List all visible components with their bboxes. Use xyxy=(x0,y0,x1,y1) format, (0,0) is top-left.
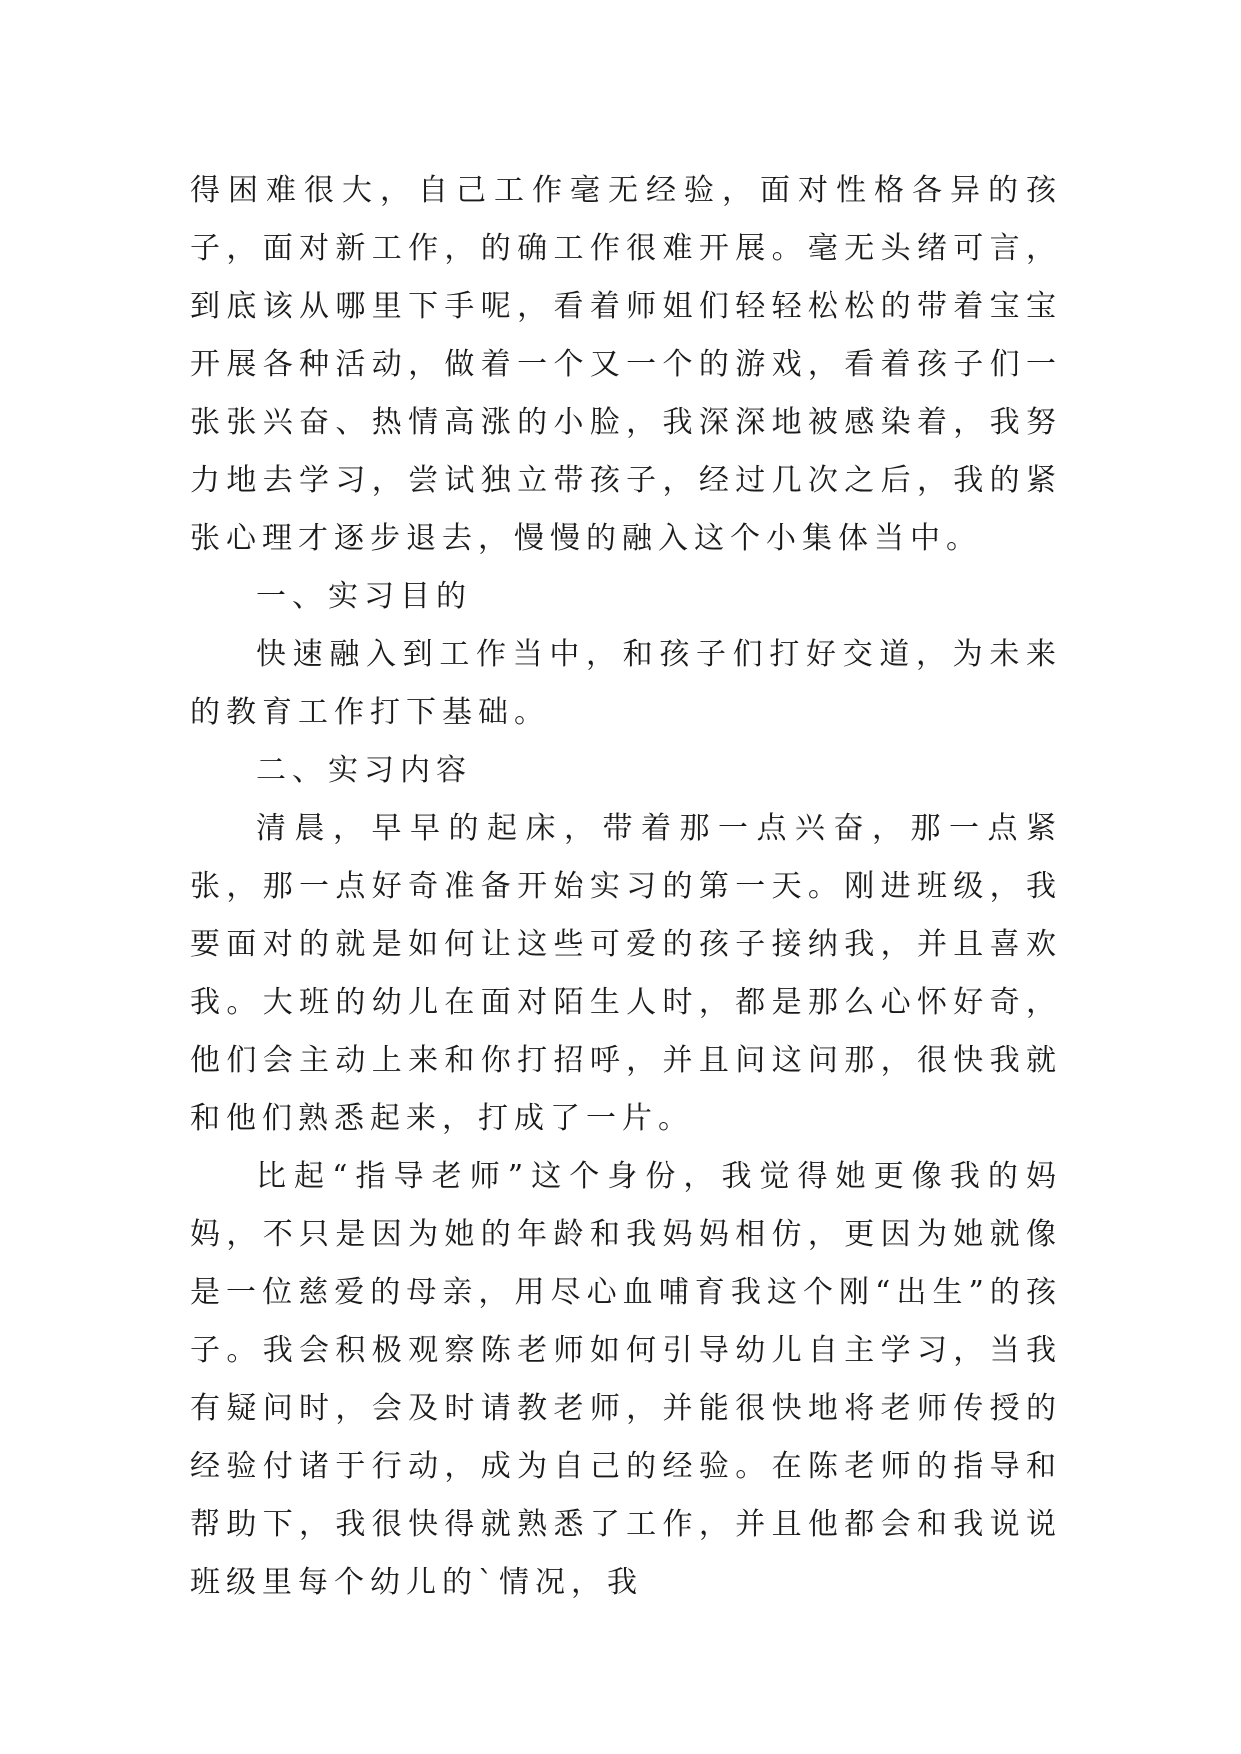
document-body xyxy=(190,162,1062,1612)
paragraph-purpose: 快速融入到工作当中，和孩子们打好交道，为未来的教育工作打下基础。 xyxy=(190,637,1062,730)
paragraph-intro: 得困难很大，自己工作毫无经验，面对性格各异的孩子，面对新工作，的确工作很难开展。毫无头绪可言，到底该从哪里下手呢，看着师姐们轻轻松松的带着宝宝开展各种活动，做着一个又一个的游戏，看着孩子们一张张兴奋、热情高涨的小脸，我深深地被感染着，我努力地去学习，尝试独立带孩子，经过几次之后，我的紧张心理才逐步退去，慢慢的融入这个小集体当中。 xyxy=(190,173,1062,556)
section-heading-content: 二、实习内容 xyxy=(256,753,472,788)
paragraph-first-day: 清晨，早早的起床，带着那一点兴奋，那一点紧张，那一点好奇准备开始实习的第一天。刚进班级，我要面对的就是如何让这些可爱的孩子接纳我，并且喜欢我。大班的幼儿在面对陌生人时，都是那么心怀好奇，他们会主动上来和你打招呼，并且问这问那，很快我就和他们熟悉起来，打成了一片。 xyxy=(190,811,1062,1136)
paragraph-mentor: 比起“指导老师”这个身份，我觉得她更像我的妈妈，不只是因为她的年龄和我妈妈相仿，更因为她就像是一位慈爱的母亲，用尽心血哺育我这个刚“出生”的孩子。我会积极观察陈老师如何引导幼儿自主学习，当我有疑问时，会及时请教老师，并能很快地将老师传授的经验付诸于行动，成为自己的经验。在陈老师的指导和帮助下，我很快得就熟悉了工作，并且他都会和我说说班级里每个幼儿的`情况，我 xyxy=(190,1159,1062,1600)
section-heading-purpose: 一、实习目的 xyxy=(256,579,472,614)
